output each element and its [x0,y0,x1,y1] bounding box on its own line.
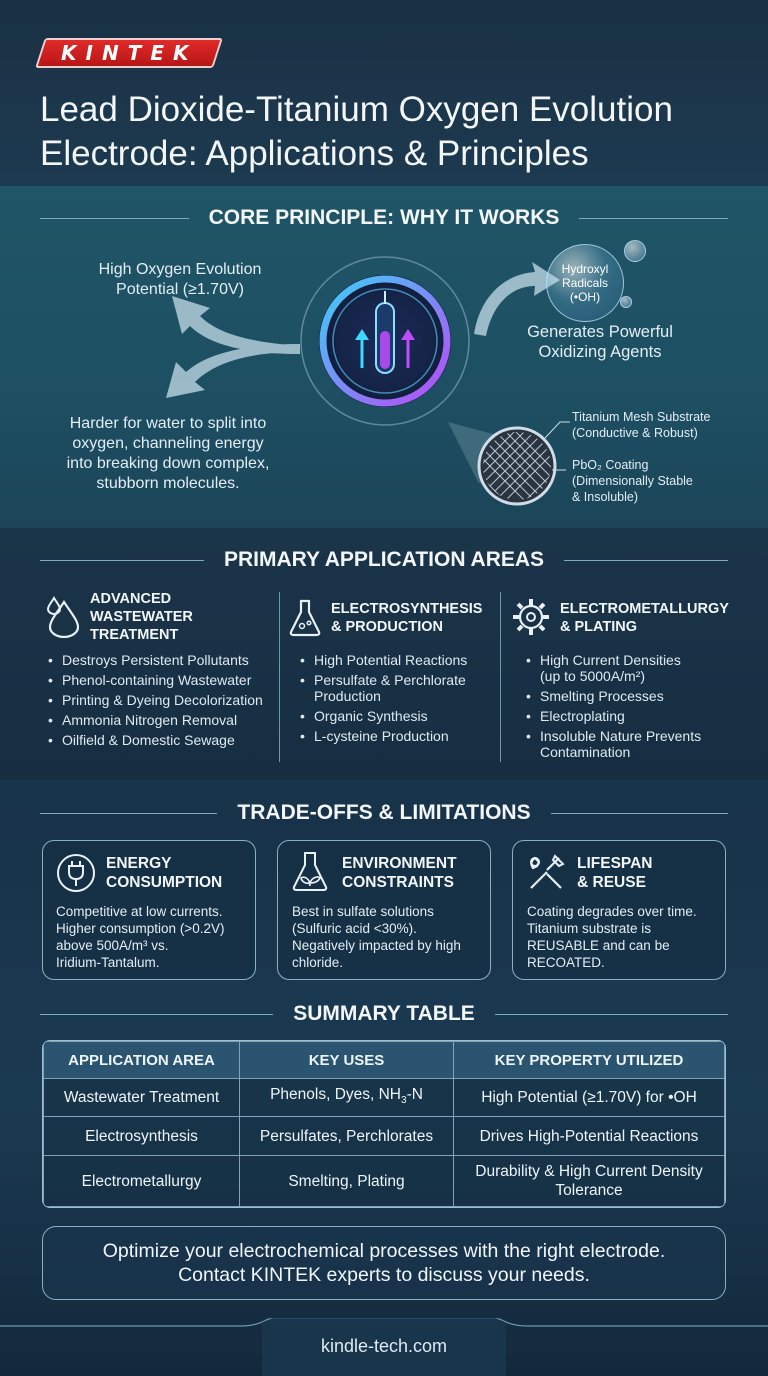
text-line: LIFESPAN [577,855,653,872]
text-line: Harder for water to split into [69,415,267,432]
table-cell: Electrosynthesis [44,1117,240,1156]
tools-icon [525,852,567,894]
list-item: • Smelting Processes [526,688,746,704]
text-line: Potential (≥1.70V) [116,281,244,298]
list-item: • L-cysteine Production [300,728,496,744]
section-title: PRIMARY APPLICATION AREAS [223,548,545,571]
list-item: • Organic Synthesis [300,708,496,724]
divider [551,813,728,814]
list-item: • Phenol-containing Wastewater [48,672,278,688]
table-cell: High Potential (≥1.70V) for •OH [454,1079,725,1117]
page-title [40,88,740,176]
section-title: SUMMARY TABLE [293,1002,475,1025]
text-line: Generates Powerful [527,323,673,341]
title-line-1: Lead Dioxide-Titanium Oxygen Evolution [40,90,673,129]
text-line: stubborn molecules. [96,475,240,492]
text-line: & REUSE [577,874,646,891]
list-item: • Ammonia Nitrogen Removal [48,712,278,728]
table-cell: Drives High-Potential Reactions [454,1117,725,1156]
list-item-continuation: Contamination [540,744,631,760]
lifespan-body [527,903,723,971]
list-item: • High Current Densities [526,652,746,668]
footer-url-link[interactable]: kindle-tech.com [320,1336,448,1356]
environment-title [342,854,457,892]
coating-label [572,457,693,505]
divider [40,560,204,561]
text-line: (Dimensionally Stable [572,474,693,488]
text-line: Higher consumption (>0.2V) [56,921,225,936]
contact-cta[interactable] [42,1226,726,1300]
divider [40,1014,273,1015]
list-item: • High Potential Reactions [300,652,496,668]
table-row [44,1117,725,1156]
table-header-row [44,1042,725,1079]
energy-body [56,903,252,971]
cta-line: Optimize your electrochemical processes with the right electrode. [102,1240,666,1262]
text-line: ADVANCED [90,591,172,607]
gear-icon [510,596,552,638]
table-row [44,1079,725,1117]
divider [495,1014,728,1015]
list-item: • Persulfate & Perchlorate [300,672,496,688]
wastewater-list [48,652,278,752]
text-line: ELECTROMETALLURGY [560,601,729,617]
table-row [44,1156,725,1207]
text-line: & PRODUCTION [331,619,443,635]
summary-table [42,1040,726,1208]
text-line: ENERGY [106,855,172,872]
text-line: ENVIRONMENT [342,855,457,872]
column-divider [279,592,280,762]
cell-text: Phenols, Dyes, NH [270,1085,402,1103]
table-cell [240,1079,454,1117]
flask-leaf-icon [290,850,332,894]
applications-heading [40,545,728,575]
text-line: Radicals [561,276,609,290]
harder-to-split-text [40,414,296,494]
text-line: above 500A/m³ vs. [56,938,169,953]
lifespan-title [577,854,653,892]
cta-line: Contact KINTEK experts to discuss your needs. [178,1264,590,1286]
text-line: PbO₂ Coating [572,458,649,472]
text-line: RECOATED. [527,955,605,970]
small-bubble-icon [620,296,632,308]
text-line: Oxidizing Agents [538,343,662,361]
text-line: Titanium Mesh Substrate [572,410,711,424]
hydroxyl-radicals-bubble [546,244,624,322]
title-line-2: Electrode: Applications & Principles [40,134,589,173]
divider [564,560,728,561]
table-cell: Wastewater Treatment [44,1079,240,1117]
energy-title [106,854,222,892]
text-line: oxygen, channeling energy [72,435,264,452]
text-line: chloride. [292,955,344,970]
text-line: into breaking down complex, [66,455,270,472]
section-title: CORE PRINCIPLE: WHY IT WORKS [208,206,560,229]
text-line: & Insoluble) [572,490,639,504]
text-line: Best in sulfate solutions [292,904,434,919]
electrosynthesis-title [331,600,482,636]
electrometallurgy-list [526,652,746,764]
list-item: • Electroplating [526,708,746,724]
text-line: Durability & High Current Density [475,1163,703,1180]
text-line: Negatively impacted by high [292,938,461,953]
environment-body [292,903,488,971]
text-line: ELECTROSYNTHESIS [331,601,483,617]
text-line: (•OH) [569,290,601,304]
table-cell [454,1156,725,1207]
column-header: KEY PROPERTY UTILIZED [454,1042,725,1079]
text-line: CONSTRAINTS [342,874,454,891]
list-item: • Printing & Dyeing Decolorization [48,692,278,708]
table-cell: Persulfates, Perchlorates [240,1117,454,1156]
section-title: TRADE-OFFS & LIMITATIONS [237,801,531,824]
text-line: REUSABLE and can be [527,938,670,953]
text-line: Tolerance [555,1182,623,1199]
text-line: (Conductive & Robust) [572,426,698,440]
text-line: Iridium-Tantalum. [56,955,160,970]
list-item-continuation: Production [314,688,381,704]
text-line: High Oxygen Evolution [98,261,262,278]
text-line: CONSUMPTION [106,874,223,891]
list-item: • Insoluble Nature Prevents [526,728,746,744]
small-bubble-icon [624,240,646,262]
text-line: Titanium substrate is [527,921,652,936]
plug-icon [55,852,97,894]
table-cell: Electrometallurgy [44,1156,240,1207]
cell-text: -N [406,1085,423,1103]
generates-oxidizing-text [506,322,694,362]
electrometallurgy-title [560,600,729,636]
list-item: • Destroys Persistent Pollutants [48,652,278,668]
high-potential-label [70,260,290,300]
list-item-continuation: (up to 5000A/m²) [540,668,646,684]
table-cell: Smelting, Plating [240,1156,454,1207]
water-drops-icon [44,596,82,638]
text-line: & PLATING [560,619,638,635]
text-line: Competitive at low currents. [56,904,223,919]
logo-text: KINTEK [60,41,198,65]
text-line: TREATMENT [90,627,179,643]
text-line: WASTEWATER [90,609,193,625]
tradeoffs-heading [40,798,728,828]
kintek-logo[interactable] [35,38,223,68]
mesh-substrate-label [572,409,710,441]
subscript: 3 [401,1095,407,1107]
divider [40,813,217,814]
left-branch-arrow [166,296,300,398]
text-line: Hydroxyl [561,262,609,276]
electrosynthesis-list [300,652,496,748]
column-header: APPLICATION AREA [44,1042,240,1079]
wastewater-title [90,590,193,644]
flask-icon [288,598,322,638]
text-line: Coating degrades over time. [527,904,697,919]
text-line: (Sulfuric acid <30%). [292,921,417,936]
column-divider [500,592,501,762]
summary-heading [40,999,728,1029]
column-header: KEY USES [240,1042,454,1079]
list-item: • Oilfield & Domestic Sewage [48,732,278,748]
